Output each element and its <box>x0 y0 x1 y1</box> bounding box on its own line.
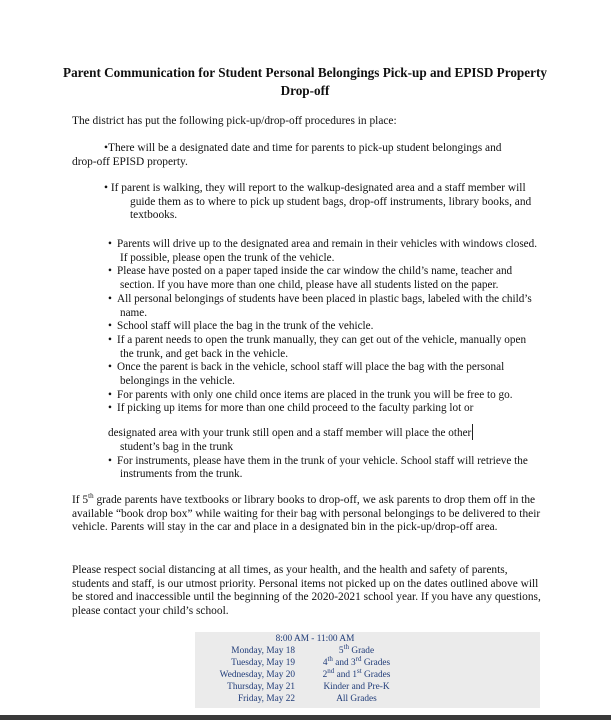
list-item: • All personal belongings of students have been placed in plastic bags, labeled with the child’s name. <box>108 292 532 319</box>
bullet-dot-icon: • <box>108 454 112 467</box>
bullet-dot-icon: • <box>108 388 112 401</box>
bullet-designated-date <box>72 142 542 169</box>
page-bottom-edge <box>0 715 611 720</box>
schedule-time: 8:00 AM - 11:00 AM <box>275 634 355 644</box>
list-item: • For instruments, please have them in the trunk of your vehicle. School staff will retrieve the instruments from the trunk. <box>108 454 528 481</box>
bullet-dot-icon: • <box>108 361 112 374</box>
schedule-grade: Kinder and Pre-K <box>323 682 390 692</box>
list-item: • If picking up items for more than one child proceed to the faculty parking lot or designated area with your trunk still open and a staff member will place the other student’s bag in the trunk <box>100 402 540 454</box>
schedule-grade: 4th and 3rd Grades <box>322 654 391 668</box>
schedule-row: Tuesday, May 19 4th and 3rd Grades <box>195 658 540 670</box>
list-item: • School staff will place the bag in the trunk of the vehicle. <box>108 320 374 333</box>
list-item-continuation: designated area with your trunk still open and a staff member will place the other student’s bag in the trunk <box>120 424 540 454</box>
bullet-dot-icon: • <box>108 333 112 346</box>
schedule-row: Wednesday, May 20 2nd and 1st Grades <box>195 670 540 682</box>
schedule-grade: 2nd and 1st Grades <box>322 666 391 680</box>
page-title: Parent Communication for Student Personal Belongings Pick-up and EPISD Property Drop-off <box>63 65 547 98</box>
list-item: • If a parent needs to open the trunk manually, they can get out of the vehicle, manually open the trunk, and get back in the vehicle. <box>108 333 527 360</box>
schedule-row: Monday, May 18 5th Grade <box>195 646 540 658</box>
list-item: • For parents with only one child once items are placed in the trunk you will be free to go. <box>108 388 513 401</box>
bullet-designated-date-line1: •There will be a designated date and time for parents to pick-up student belongings and <box>104 142 502 154</box>
list-item: • Parents will drive up to the designated area and remain in their vehicles with windows closed. If possible, please open the trunk of the vehicle. <box>108 238 538 264</box>
social-distancing-paragraph: Please respect social distancing at all times, as your health, and the health and safety of parents, students and staff, is our utmost priority. Personal items not picked up on the dates outlined above will be stored and inaccessible until the beginning of the 2020-2021 school year. If you have any questions, please contact your child’s school. <box>72 564 541 617</box>
bullet-dot-icon: • <box>108 320 112 333</box>
bullet-dot-icon: • <box>108 402 112 415</box>
bullet-dot-icon: • <box>108 292 112 305</box>
list-item: • Once the parent is back in the vehicle, school staff will place the bag with the personal belongings in the vehicle. <box>108 361 505 388</box>
schedule-grade: 5th Grade <box>338 642 375 656</box>
procedure-list <box>100 238 540 482</box>
bullet-designated-date-line2: drop-off EPISD property. <box>72 155 188 168</box>
bullet-walking-parent <box>104 182 534 223</box>
bullet-walking-parent-text: • If parent is walking, they will report to the walkup-designated area and a staff member will guide them as to where to pick up student bags, drop-off instruments, library books, and textbooks. <box>104 182 532 222</box>
schedule-row: Friday, May 22 All Grades <box>195 694 540 706</box>
list-item: • Please have posted on a paper taped inside the car window the child’s name, teacher and section. If you have more than one child, please have all students listed on the paper. <box>108 265 513 292</box>
schedule-grade: All Grades <box>336 694 377 704</box>
schedule-row: Thursday, May 21 Kinder and Pre-K <box>195 682 540 694</box>
text-cursor <box>472 424 473 440</box>
pickup-schedule-box <box>195 632 540 708</box>
textbook-dropoff-paragraph: If 5th grade parents have textbooks or library books to drop-off, we ask parents to drop them off in the available “book drop box” while waiting for their bag with personal belongings to be delivered to their vehicle. Parents will stay in the car and place in a designated bin in the pick-up/drop-off area. <box>72 492 541 534</box>
intro-paragraph: The district has put the following pick-up/drop-off procedures in place: <box>72 115 397 127</box>
bullet-dot-icon: • <box>108 238 112 250</box>
bullet-dot-icon: • <box>108 265 112 278</box>
